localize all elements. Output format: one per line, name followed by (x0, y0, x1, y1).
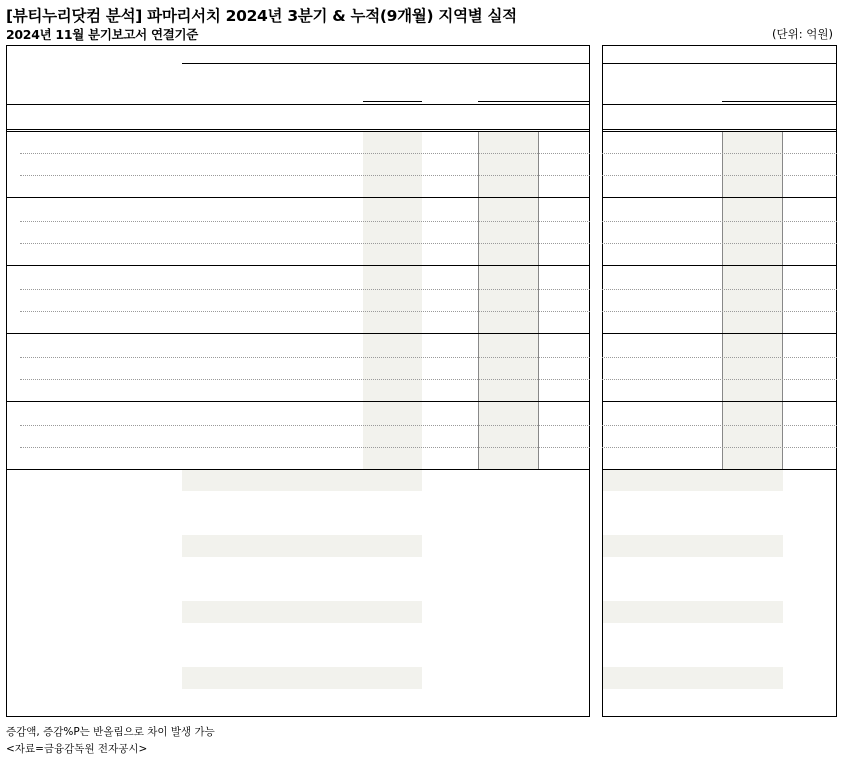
ratio-shade (182, 601, 422, 623)
row-rule (20, 289, 590, 290)
row-rule (20, 175, 590, 176)
header-rule (6, 104, 590, 105)
row-rule (20, 357, 590, 358)
group-underline (182, 63, 590, 64)
cum-year-shade (603, 131, 722, 469)
header-underline (478, 101, 590, 102)
quarter-diff-shade (363, 131, 422, 469)
section-rule (602, 129, 837, 130)
ratio-shade (603, 667, 783, 689)
page-subtitle: 2024년 11월 분기보고서 연결기준 (6, 27, 199, 42)
row-rule (6, 131, 590, 132)
row-rule (602, 221, 837, 222)
row-rule (602, 153, 837, 154)
footnote: 증감액, 증감%P는 반올림으로 차이 발생 가능 (6, 726, 215, 738)
row-rule (602, 401, 837, 402)
row-rule (602, 265, 837, 266)
row-rule (6, 401, 590, 402)
ratio-shade (603, 535, 783, 557)
row-rule (602, 197, 837, 198)
row-rule (602, 243, 837, 244)
ratio-shade (182, 667, 422, 689)
row-rule (602, 175, 837, 176)
sales-bottom-rule (6, 469, 590, 470)
row-rule (602, 131, 837, 132)
row-rule (20, 447, 590, 448)
unit-label: (단위: 억원) (772, 27, 833, 41)
ratio-shade (603, 469, 783, 491)
row-rule (20, 153, 590, 154)
row-rule (20, 425, 590, 426)
row-rule (602, 289, 837, 290)
page-title: [뷰티누리닷컴 분석] 파마리서치 2024년 3분기 & 누적(9개월) 지역별 실적 (6, 7, 517, 25)
ratio-shade (182, 469, 422, 491)
row-rule (602, 333, 837, 334)
row-rule (602, 425, 837, 426)
yoy-diff-shade (478, 131, 539, 469)
row-rule (602, 357, 837, 358)
row-rule (6, 265, 590, 266)
row-rule (602, 379, 837, 380)
section-rule (6, 129, 590, 130)
row-rule (20, 221, 590, 222)
row-rule (6, 333, 590, 334)
header-rule (602, 104, 837, 105)
ratio-shade (182, 535, 422, 557)
group-underline (603, 63, 837, 64)
row-rule (602, 447, 837, 448)
source-note: <자료=금융감독원 전자공시> (6, 743, 148, 755)
header-underline (363, 101, 422, 102)
row-rule (20, 243, 590, 244)
cum-diff-shade (722, 131, 783, 469)
ratio-shade (603, 601, 783, 623)
sales-bottom-rule (602, 469, 837, 470)
row-rule (6, 197, 590, 198)
row-rule (20, 311, 590, 312)
row-rule (602, 311, 837, 312)
row-rule (20, 379, 590, 380)
header-underline (722, 101, 837, 102)
